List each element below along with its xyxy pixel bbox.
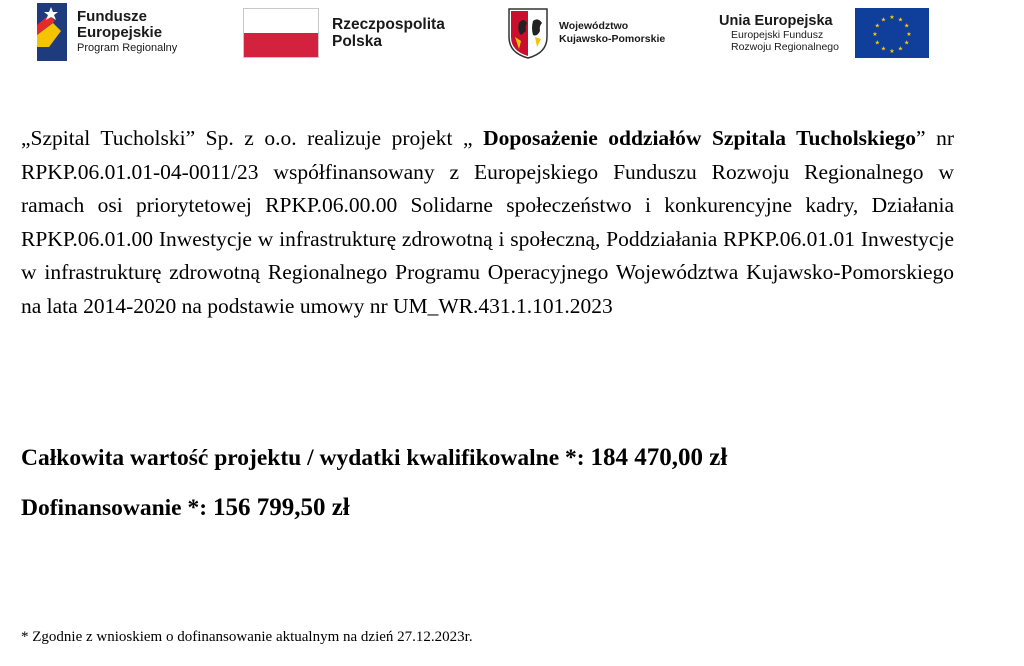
svg-text:★: ★	[897, 16, 904, 24]
svg-text:★: ★	[889, 14, 895, 21]
cofinancing-label: Dofinansowanie *:	[21, 495, 213, 521]
fe-logo-line1: Fundusze	[77, 7, 147, 25]
logo-bar	[0, 0, 1024, 70]
svg-text:★: ★	[872, 31, 878, 38]
svg-text:★: ★	[874, 39, 880, 47]
fundusze-europejskie-emblem-icon	[35, 1, 69, 63]
fundusze-europejskie-logo	[35, 1, 177, 63]
fe-logo-line2: Europejskie	[77, 23, 163, 41]
svg-text:★: ★	[904, 39, 910, 47]
ue-logo-line3: Rozwoju Regionalnego	[731, 41, 839, 54]
svg-text:★: ★	[880, 16, 887, 24]
wkp-logo-line1: Województwo	[559, 20, 629, 33]
rp-logo-line2: Polska	[332, 33, 382, 50]
wojewodztwo-logo	[507, 5, 665, 61]
ue-logo-line1: Unia Europejska	[719, 12, 833, 29]
rzeczpospolita-polska-logo	[243, 7, 445, 59]
eu-flag-icon	[855, 8, 929, 58]
unia-europejska-logo	[719, 6, 929, 60]
project-title: Doposażenie oddziałów Szpitala Tucholskiego	[483, 126, 917, 150]
svg-text:★: ★	[874, 22, 880, 30]
cofinancing-line	[21, 494, 350, 522]
project-description	[21, 122, 954, 323]
svg-text:★: ★	[904, 22, 910, 30]
intro-text: „Szpital Tucholski” Sp. z o.o. realizuje projekt „	[21, 126, 484, 150]
svg-text:★: ★	[897, 45, 904, 53]
total-value-amount: 184 470,00 zł	[590, 444, 728, 471]
total-value-line	[21, 444, 727, 472]
ue-logo-line2: Europejski Fundusz	[731, 29, 824, 42]
footnote: * Zgodnie z wnioskiem o dofinansowanie aktualnym na dzień 27.12.2023r.	[21, 629, 473, 645]
total-value-label: Całkowita wartość projektu / wydatki kwalifikowalne *:	[21, 445, 591, 471]
project-body-text: ” nr RPKP.06.01.01-04-0011/23 współfinansowany z Europejskiego Funduszu Rozwoju Regionalnego w ramach osi priorytetowej RPKP.06.00.00 Solidarne społeczeństwo i konkurencyjne kadry, Działania RPKP.06.01.00 Inwestycje w infrastrukturę zdrowotną i społeczną, Poddziałania RPKP.06.01.01 Inwestycje w infrastrukturę zdrowotną Regionalnego Programu Operacyjnego Województwa Kujawsko-Pomorskiego na lata 2014-2020 na podstawie umowy nr UM_WR.431.1.101.2023	[21, 126, 954, 318]
project-paragraph	[21, 122, 954, 323]
polish-flag-icon	[243, 8, 319, 58]
svg-text:★: ★	[889, 48, 895, 55]
wkp-logo-line2: Kujawsko-Pomorskie	[559, 33, 666, 45]
coat-of-arms-icon	[507, 7, 549, 59]
fe-logo-line3: Program Regionalny	[77, 42, 178, 55]
cofinancing-amount: 156 799,50 zł	[212, 494, 350, 521]
svg-text:★: ★	[906, 31, 912, 38]
svg-text:★: ★	[880, 45, 887, 53]
rp-logo-line1: Rzeczpospolita	[332, 15, 445, 33]
